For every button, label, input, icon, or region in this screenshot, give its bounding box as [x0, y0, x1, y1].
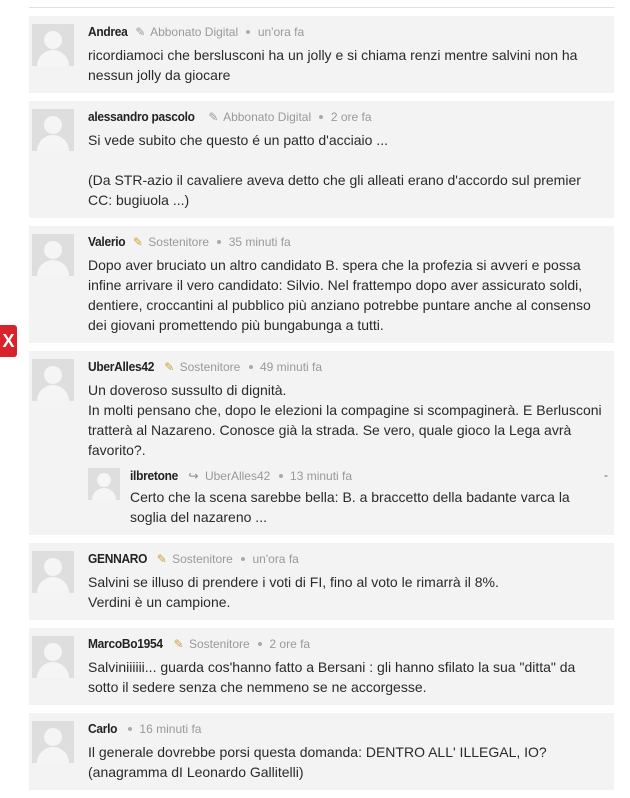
dot-separator: [217, 240, 221, 244]
reply-item: [88, 468, 608, 527]
avatar[interactable]: [88, 468, 120, 500]
reply-to-user[interactable]: UberAlles42: [204, 469, 271, 483]
comment-time[interactable]: un'ora fa: [252, 552, 299, 566]
reply-collapse-control[interactable]: -: [604, 468, 608, 482]
avatar[interactable]: [32, 109, 74, 151]
avatar[interactable]: [32, 636, 74, 678]
dot-separator: [246, 30, 250, 34]
comment-time[interactable]: un'ora fa: [257, 25, 305, 39]
pen-icon: ✎: [135, 25, 146, 39]
reply-time[interactable]: 13 minuti fa: [290, 469, 353, 483]
comment-author[interactable]: Valerio: [88, 234, 126, 249]
pen-icon: ✎: [156, 552, 167, 566]
comment-time[interactable]: 16 minuti fa: [139, 722, 202, 736]
dot-separator: [128, 727, 132, 731]
comment-meta: [88, 551, 608, 567]
comment-item: [29, 16, 614, 93]
comment-meta: [88, 24, 608, 40]
comment-item: [29, 628, 614, 705]
dot-separator: [241, 557, 245, 561]
close-tab[interactable]: [0, 325, 17, 357]
avatar[interactable]: [32, 24, 74, 66]
subscriber-badge: Abbonato Digital: [223, 110, 312, 124]
top-divider: [29, 7, 614, 8]
dot-separator: [258, 642, 262, 646]
comment-meta: [88, 359, 608, 375]
avatar[interactable]: [32, 551, 74, 593]
comment-time[interactable]: 49 minuti fa: [260, 360, 323, 374]
reply-meta: [130, 468, 604, 484]
supporter-badge: Sostenitore: [172, 552, 233, 566]
avatar[interactable]: [32, 721, 74, 763]
comment-meta: [88, 109, 608, 125]
comment-text: Un doveroso sussulto di dignità. In molti pensano che, dopo le elezioni la compagine si scompaginerà. E Berlusconi tratterà al Nazareno. Conosce già la strada. Se vero, quale gioco la Lega avrà favorito?.: [88, 382, 602, 458]
avatar[interactable]: [32, 234, 74, 276]
comment-item: [29, 543, 614, 620]
comment-author[interactable]: UberAlles42: [88, 359, 155, 374]
subscriber-badge: Abbonato Digital: [150, 25, 239, 39]
comment-meta: [88, 721, 608, 737]
comment-item: [29, 713, 614, 790]
reply-text: Certo che la scena sarebbe bella: B. a braccetto della badante varca la soglia del nazareno ...: [130, 489, 570, 525]
comment-time[interactable]: 2 ore fa: [269, 637, 311, 651]
comment-list: [29, 16, 614, 798]
comment-meta: [88, 234, 608, 250]
comment-author[interactable]: Andrea: [88, 24, 128, 39]
pen-icon: ✎: [132, 235, 143, 249]
comment-time[interactable]: 2 ore fa: [330, 110, 372, 124]
comment-author[interactable]: GENNARO: [88, 551, 148, 566]
comment-meta: [88, 636, 608, 652]
comment-author[interactable]: Carlo: [88, 721, 118, 736]
pen-icon: ✎: [164, 360, 175, 374]
reply-author[interactable]: ilbretone: [130, 468, 179, 483]
comment-text: Dopo aver bruciato un altro candidato B. spera che la profezia si avveri e possa infine arrivare il vero candidato: Silvio. Nel frattempo dopo aver assicurato soldi, dentiere, croccantini al pubblico più anziano potrebbe puntare anche al consenso dei giovani promettendo più bungabunga a tutti.: [88, 257, 591, 333]
supporter-badge: Sostenitore: [148, 235, 209, 249]
comment-item: [29, 226, 614, 343]
comment-text: Salviniiiiii... guarda cos'hanno fatto a Bersani : gli hanno sfilato la sua "ditta" da sotto il sedere senza che nemmeno se ne accorgesse.: [88, 659, 576, 695]
dot-separator: [319, 115, 323, 119]
pen-icon: ✎: [208, 110, 219, 124]
comment-text: Il generale dovrebbe porsi questa domanda: DENTRO ALL' ILLEGAL, IO? (anagramma dI Leonardo Gallitelli): [88, 744, 547, 780]
comment-text: Si vede subito che questo é un patto d'acciaio ... (Da STR-azio il cavaliere aveva detto che gli alleati erano d'accordo sul premier CC: bugiuola ...): [88, 132, 581, 208]
close-icon[interactable]: X: [2, 331, 15, 351]
comment-text: Salvini se illuso di prendere i voti di FI, fino al voto le rimarrà il 8%. Verdini è un campione.: [88, 574, 499, 610]
supporter-badge: Sostenitore: [179, 360, 241, 374]
comment-time[interactable]: 35 minuti fa: [228, 235, 291, 249]
comment-text: ricordiamoci che berslusconi ha un jolly e si chiama renzi mentre salvini non ha nessun jolly da giocare: [88, 47, 578, 83]
supporter-badge: Sostenitore: [189, 637, 250, 651]
comment-author[interactable]: MarcoBo1954: [88, 636, 163, 651]
comment-author[interactable]: alessandro pascolo: [88, 109, 195, 124]
comment-item: [29, 101, 614, 218]
pen-icon: ✎: [173, 637, 184, 651]
reply-arrow-icon: ↪: [188, 469, 199, 483]
comment-item: [29, 351, 614, 535]
dot-separator: [279, 474, 283, 478]
avatar[interactable]: [32, 359, 74, 401]
dot-separator: [249, 365, 253, 369]
